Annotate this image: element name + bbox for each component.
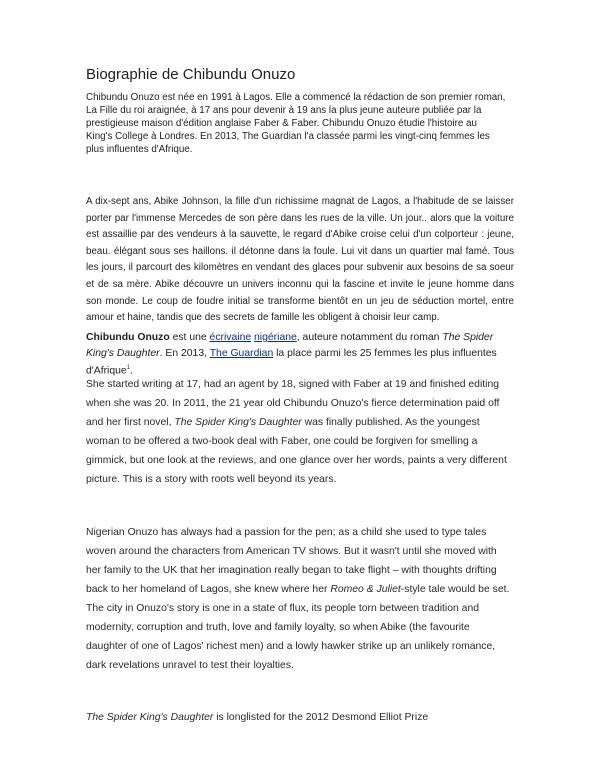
novel-title: The Spider King's Daughter [86,332,494,359]
wiki-text: . En 2013, [159,347,210,359]
romeo-juliet-title: Romeo & Juliet [330,584,401,595]
wiki-text: la place parmi les 25 femmes les plus influentes d'Afrique [86,347,497,377]
wiki-summary-paragraph [86,330,506,379]
author-bio-paragraph: Chibundu Onuzo est née en 1991 à Lagos. Elle a commencé la rédaction de son premier roman, La Fille du roi araignée, à 17 ans pour devenir à 19 ans la plus jeune auteure publiée par la prestigieuse maison d'édition anglaise Faber & Faber. Chibundu Onuzo étudie l'histoire au King's College à Londres. En 2013, The Guardian l'a classée parmi les vingt-cinq femmes les plus influentes d'Afrique. [86,92,506,155]
paragraph-text: She started writing at 17, had an agent by 18, signed with Faber at 19 and finished editing when she was 20. In 2011, the 21 year old Chibundu Onuzo's fierce determination paid off and her first novel, [86,379,500,428]
link-ecrivaine[interactable]: écrivaine [209,332,252,343]
link-nigeriane[interactable]: nigériane [254,332,297,343]
paragraph-text: was finally published. As the youngest woman to be offered a two-book deal with Faber, one could be forgiven for smelling a gimmick, but one look at the reviews, and one glance over her words, paints a very different picture. This is a story with roots well beyond its years. [86,417,507,485]
paragraph-text: Nigerian Onuzo has always had a passion for the pen; as a child she used to type tales woven around the characters from American TV shows. But it wasn't until she moved with her family to the UK that her imagination really began to take flight – with thoughts drifting back to her homeland of Lagos, she knew where her [86,527,497,595]
novel-title: The Spider King's Daughter [174,417,302,428]
wiki-text: est une [169,332,210,343]
page-title: Biographie de Chibundu Onuzo [86,66,296,83]
reference-marker[interactable]: 1 [126,365,131,371]
paragraph-text: is longlisted for the 2012 Desmond Elliot Prize [213,712,429,723]
english-paragraph-2 [86,523,510,675]
author-name: Chibundu Onuzo [86,332,170,343]
wiki-text: , auteure notamment du roman [296,332,443,343]
book-synopsis-paragraph: A dix-sept ans, Abike Johnson, la fille d'un richissime magnat de Lagos, a l'habitude de se laisser porter par l'immense Mercedes de son père dans les rues de la ville. Un jour.. alors que la voiture est assaillie par des vendeurs à la sauvette, le regard d'Abike croise celui d'un colporteur : jeune, beau. élégant sous ses haillons. il détonne dans la foule. Lui vit dans un quartier mal famé. Tous les jours, il parcourt des kilomètres en vendant des glaces pour subvenir aux besoins de sa soeur et de sa mère. Abike découvre un univers inconnu qui la fascine et invite le jeune homme dans son monde. Le coup de foudre initial se transforme bientôt en un jeu de séduction mortel, entre amour et haine, tandis que des secrets de famille les obligent à choisir leur camp. [86,196,514,324]
paragraph-text: -style tale would be set. The city in Onuzo's story is one in a state of flux, its people torn between tradition and modernity, corruption and truth, love and family loyalty, so when Abike (the favourite daughter of one of Lagos' richest men) and a lowly hawker strike up an unlikely romance, dark revelations unravel to test their loyalties. [86,584,510,671]
english-paragraph-3 [86,708,510,727]
wiki-text: . [130,365,133,377]
english-paragraph-1 [86,375,510,489]
link-the-guardian[interactable]: The Guardian [209,347,274,359]
novel-title: The Spider King's Daughter [86,712,214,723]
